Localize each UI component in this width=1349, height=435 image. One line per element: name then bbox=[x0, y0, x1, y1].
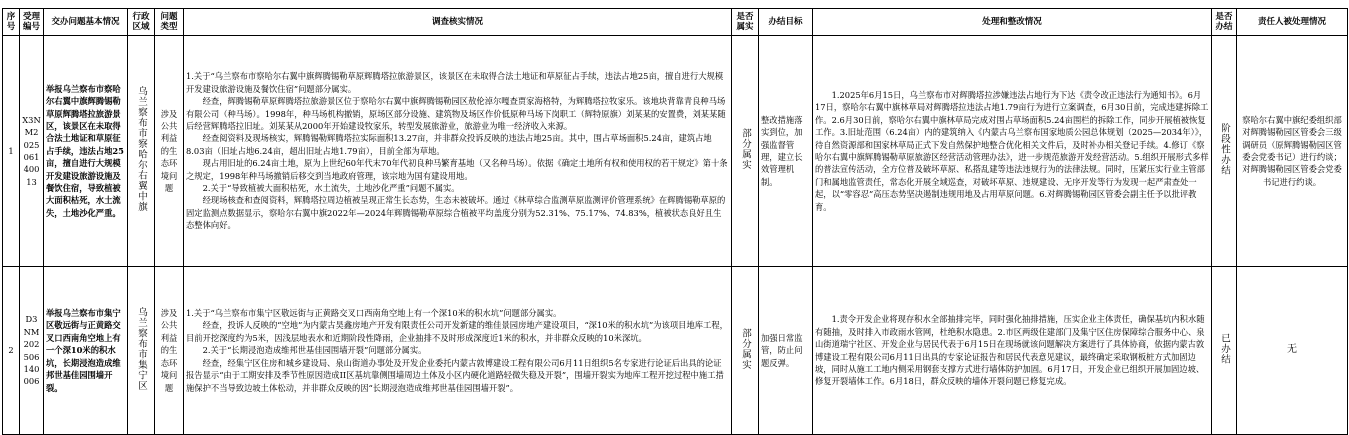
row-closed-text: 已办结 bbox=[1219, 333, 1230, 365]
header-district: 行政区域 bbox=[128, 9, 155, 36]
row-seq: 1 bbox=[3, 36, 20, 267]
row-district-text: 乌兰察布市察哈尔右翼中旗 bbox=[136, 86, 147, 213]
row-verified bbox=[732, 36, 759, 267]
investigation-para: 2.关于“导致植被大面积枯死，水土流失，土地沙化严重”问题不属实。 bbox=[202, 183, 460, 194]
header-handling: 处理和整改情况 bbox=[813, 9, 1212, 36]
row-seq: 2 bbox=[3, 267, 20, 435]
investigation-para: 经查，辉腾锡勒草原辉腾塔拉旅游景区位于察哈尔右翼中旗辉腾锡勒园区敖伦淖尔嘎查贾家海格特，为辉腾塔拉牧家乐。该地块背靠青良种马场有限公司（种马场）。1998年，种马场机构撤销，原场区部分设施、建筑物及场区作价低原种马场下岗职工（辉特原旗）刘某某的安置费，刘某某随后经营辉腾塔拉旧址。刘某某从2000年开始建设牧家乐，转型发展旅游业，旅游业为唯一经济收入来源。 bbox=[186, 96, 726, 131]
header-issue: 交办问题基本情况 bbox=[44, 9, 128, 36]
row-investigation bbox=[184, 267, 732, 435]
row-handling: 1.责令开发企业将现存积水全部抽排完毕，同时强化抽排措施，压实企业主体责任，确保基坑内积水随有随抽，及时排入市政雨水管网，杜绝积水隐患。2.市区两级住建部门及集宁区住房保障综合服务中心、泉山街道瑞宁社区、开发企业与居民代表于6月15日在现场就该问题解决方案进行了具体协商，依据内蒙古敦博建设工程有限公司6月11日出具的专家论证报告和居民代表意见建议，最终确定采取钢板桩方式加固边坡，同时从施工工地内侧采用钢套支撑方式进行墙体防护加固。6月17日，开发企业已组织开展加固边坡、修复开裂墙体工作。6月18日，群众反映的墙体开裂问题已修复完成。 bbox=[813, 267, 1212, 435]
row-district-text: 乌兰察布市集宁区 bbox=[136, 306, 147, 391]
row-type: 涉及公共利益的生态环境问题 bbox=[155, 267, 184, 435]
investigation-para: 1.关于“乌兰察布市察哈尔右翼中旗辉腾锡勒草原辉腾塔拉旅游景区，该景区在未取得合法土地证和草原征占手续，违法占地25亩，擅自进行大规模开发建设旅游设施及餐饮住宿”问题部分属实。 bbox=[186, 71, 724, 94]
row-verified bbox=[732, 267, 759, 435]
row-closed bbox=[1212, 267, 1237, 435]
header-investigation: 调查核实情况 bbox=[184, 9, 732, 36]
investigation-para: 经现场核查和查阅资料，辉腾塔拉周边植被呈现正常生长态势，生态未被破坏。通过《林草综合监测草原监测评价管理系统》在辉腾锡勒草原的固定监测点数据显示，察哈尔右翼中旗2022年—2024年辉腾锡勒草原综合植被平均盖度分别为52.31%、75.17%、74.83%，植被状态良好且生态整体向好。 bbox=[186, 195, 726, 231]
row-district bbox=[128, 36, 155, 267]
row-investigation bbox=[184, 36, 732, 267]
investigation-para: 1.关于“乌兰察布市集宁区敬远街与正黄路交叉口西南角空地上有一个深10米的积水坑”问题部分属实。 bbox=[186, 308, 562, 319]
row-type: 涉及公共利益的生态环境问题 bbox=[155, 36, 184, 267]
row-goal: 整改措施落实到位，加强监督管理，建立长效管理机制。 bbox=[759, 36, 813, 267]
header-type: 问题类型 bbox=[155, 9, 184, 36]
row-closed-text: 阶段性办结 bbox=[1219, 123, 1230, 176]
header-row bbox=[3, 9, 1348, 36]
header-verified: 是否属实 bbox=[732, 9, 759, 36]
row-responsible: 无 bbox=[1237, 267, 1348, 435]
header-id: 受理编号 bbox=[20, 9, 44, 36]
row-responsible: 察哈尔右翼中旗纪委组织部对辉腾锡勒园区管委会三级调研员（原辉腾锡勒园区管委会党委书记）进行约谈；对辉腾锡勒园区管委会党委书记进行约谈。 bbox=[1237, 36, 1348, 267]
table-row bbox=[3, 36, 1348, 267]
header-goal: 办结目标 bbox=[759, 9, 813, 36]
header-closed: 是否办结 bbox=[1212, 9, 1237, 36]
row-issue: 举报乌兰察布市集宁区敬远街与正黄路交叉口西南角空地上有一个深10米的积水坑，长期浸泡造成维邦世基佳园围墙开裂。 bbox=[44, 267, 128, 435]
header-responsible: 责任人被处理情况 bbox=[1237, 9, 1348, 36]
investigation-para: 2.关于“长期浸泡造成维邦世基佳园围墙开裂”问题部分属实。 bbox=[202, 345, 427, 356]
header-seq: 序号 bbox=[3, 9, 20, 36]
investigation-para: 经查，投诉人反映的“空地”为内蒙古昊鑫房地产开发有限责任公司开发新建的维佳景园房地产建设项目，“深10米的积水坑”为该项目地库工程，目前开挖深度约为5米，因浅层地表水和近期阶段性降雨，企业抽排不及时形成深度近1米的积水，并非群众反映的10米深坑。 bbox=[186, 320, 728, 343]
row-verified-text: 部分属实 bbox=[740, 128, 751, 171]
row-id: D3NM202506140006 bbox=[20, 267, 44, 435]
row-issue: 举报乌兰察布市察哈尔右翼中旗辉腾锡勒草原辉腾塔拉旅游景区，该景区在未取得合法土地证和草原征占手续，违法占地25亩，擅自进行大规模开发建设旅游设施及餐饮住宿，导致植被大面积枯死，水土流失，土地沙化严重。 bbox=[44, 36, 128, 267]
investigation-para: 经查，经集宁区住房和城乡建设局、泉山街道办事处及开发企业委托内蒙古敦博建设工程有限公司6月11日组织5名专家进行论证后出具的论证报告显示“由于工期安排及季节性原因造成II区基坑靠侧围墙周边土体及小区内硬化道路轻微失稳及开裂”，围墙开裂实为地库工程开挖过程中施工措施保护不当导致边坡土体松动，并非群众反映的因“长期浸泡造成维邦世基佳园围墙开裂”。 bbox=[186, 357, 724, 393]
investigation-para: 经查阅资料及现场核实，辉腾锡勒辉腾塔拉实际面积13.27亩，并非群众投诉反映的违法占地25亩。其中，围占草场面积5.24亩，建筑占地8.03亩（旧址占地6.24亩，超出旧址占地1.79亩），目前全部为草地。 bbox=[186, 133, 712, 156]
investigation-para: 现占用旧址的6.24亩土地，原为上世纪60年代末70年代初良种马繁育基地（又名种马场）。依据《确定土地所有权和使用权的若干规定》第十条之规定，1998年种马场撤销后移交到当地政府管理，该宗地为国有建设用地。 bbox=[186, 158, 728, 181]
row-handling: 1.2025年6月15日，乌兰察布市对辉腾塔拉涉嫌违法占地行为下达《责令改正违法行为通知书》。6月17日，察哈尔右翼中旗林草局对辉腾塔拉违法占地1.79亩行为进行立案调查，6月30日前，完成违建拆除工作。2.6月30日前，察哈尔右翼中旗林草局完成对围占草场面积5.24亩围栏的拆除工作，同步开展植被恢复工作。3.旧址范围（6.24亩）内的建筑纳入《内蒙古乌兰察布国家地质公园总体规划（2025—2034年）》，待自然资源部和国家林草局正式下发自然保护地整合优化相关文件后，及时补办相关登记手续。4.修订《察哈尔右翼中旗辉腾锡勒草原旅游区经营活动管理办法》，进一步规范旅游开发经营活动。5.组织开展形式多样的普法宣传活动，全方位普及破坏草原、私搭乱建等违法违规行为的法律法规。同时，压紧压实行业主管部门和属地监管责任，常态化开展全域巡查，对破坏草原、违规建设、无序开发等行为发现一起严肃查处一起，以“零容忍”高压态势坚决遏制违规用地及占用草原问题。6.对辉腾锡勒园区管委会副主任予以批评教育。 bbox=[813, 36, 1212, 267]
table-row bbox=[3, 267, 1348, 435]
row-id: X3NM202506140013 bbox=[20, 36, 44, 267]
row-closed bbox=[1212, 36, 1237, 267]
row-goal: 加强日常监管，防止问题反弹。 bbox=[759, 267, 813, 435]
row-district bbox=[128, 267, 155, 435]
row-verified-text: 部分属实 bbox=[740, 327, 751, 370]
case-table bbox=[2, 8, 1348, 435]
